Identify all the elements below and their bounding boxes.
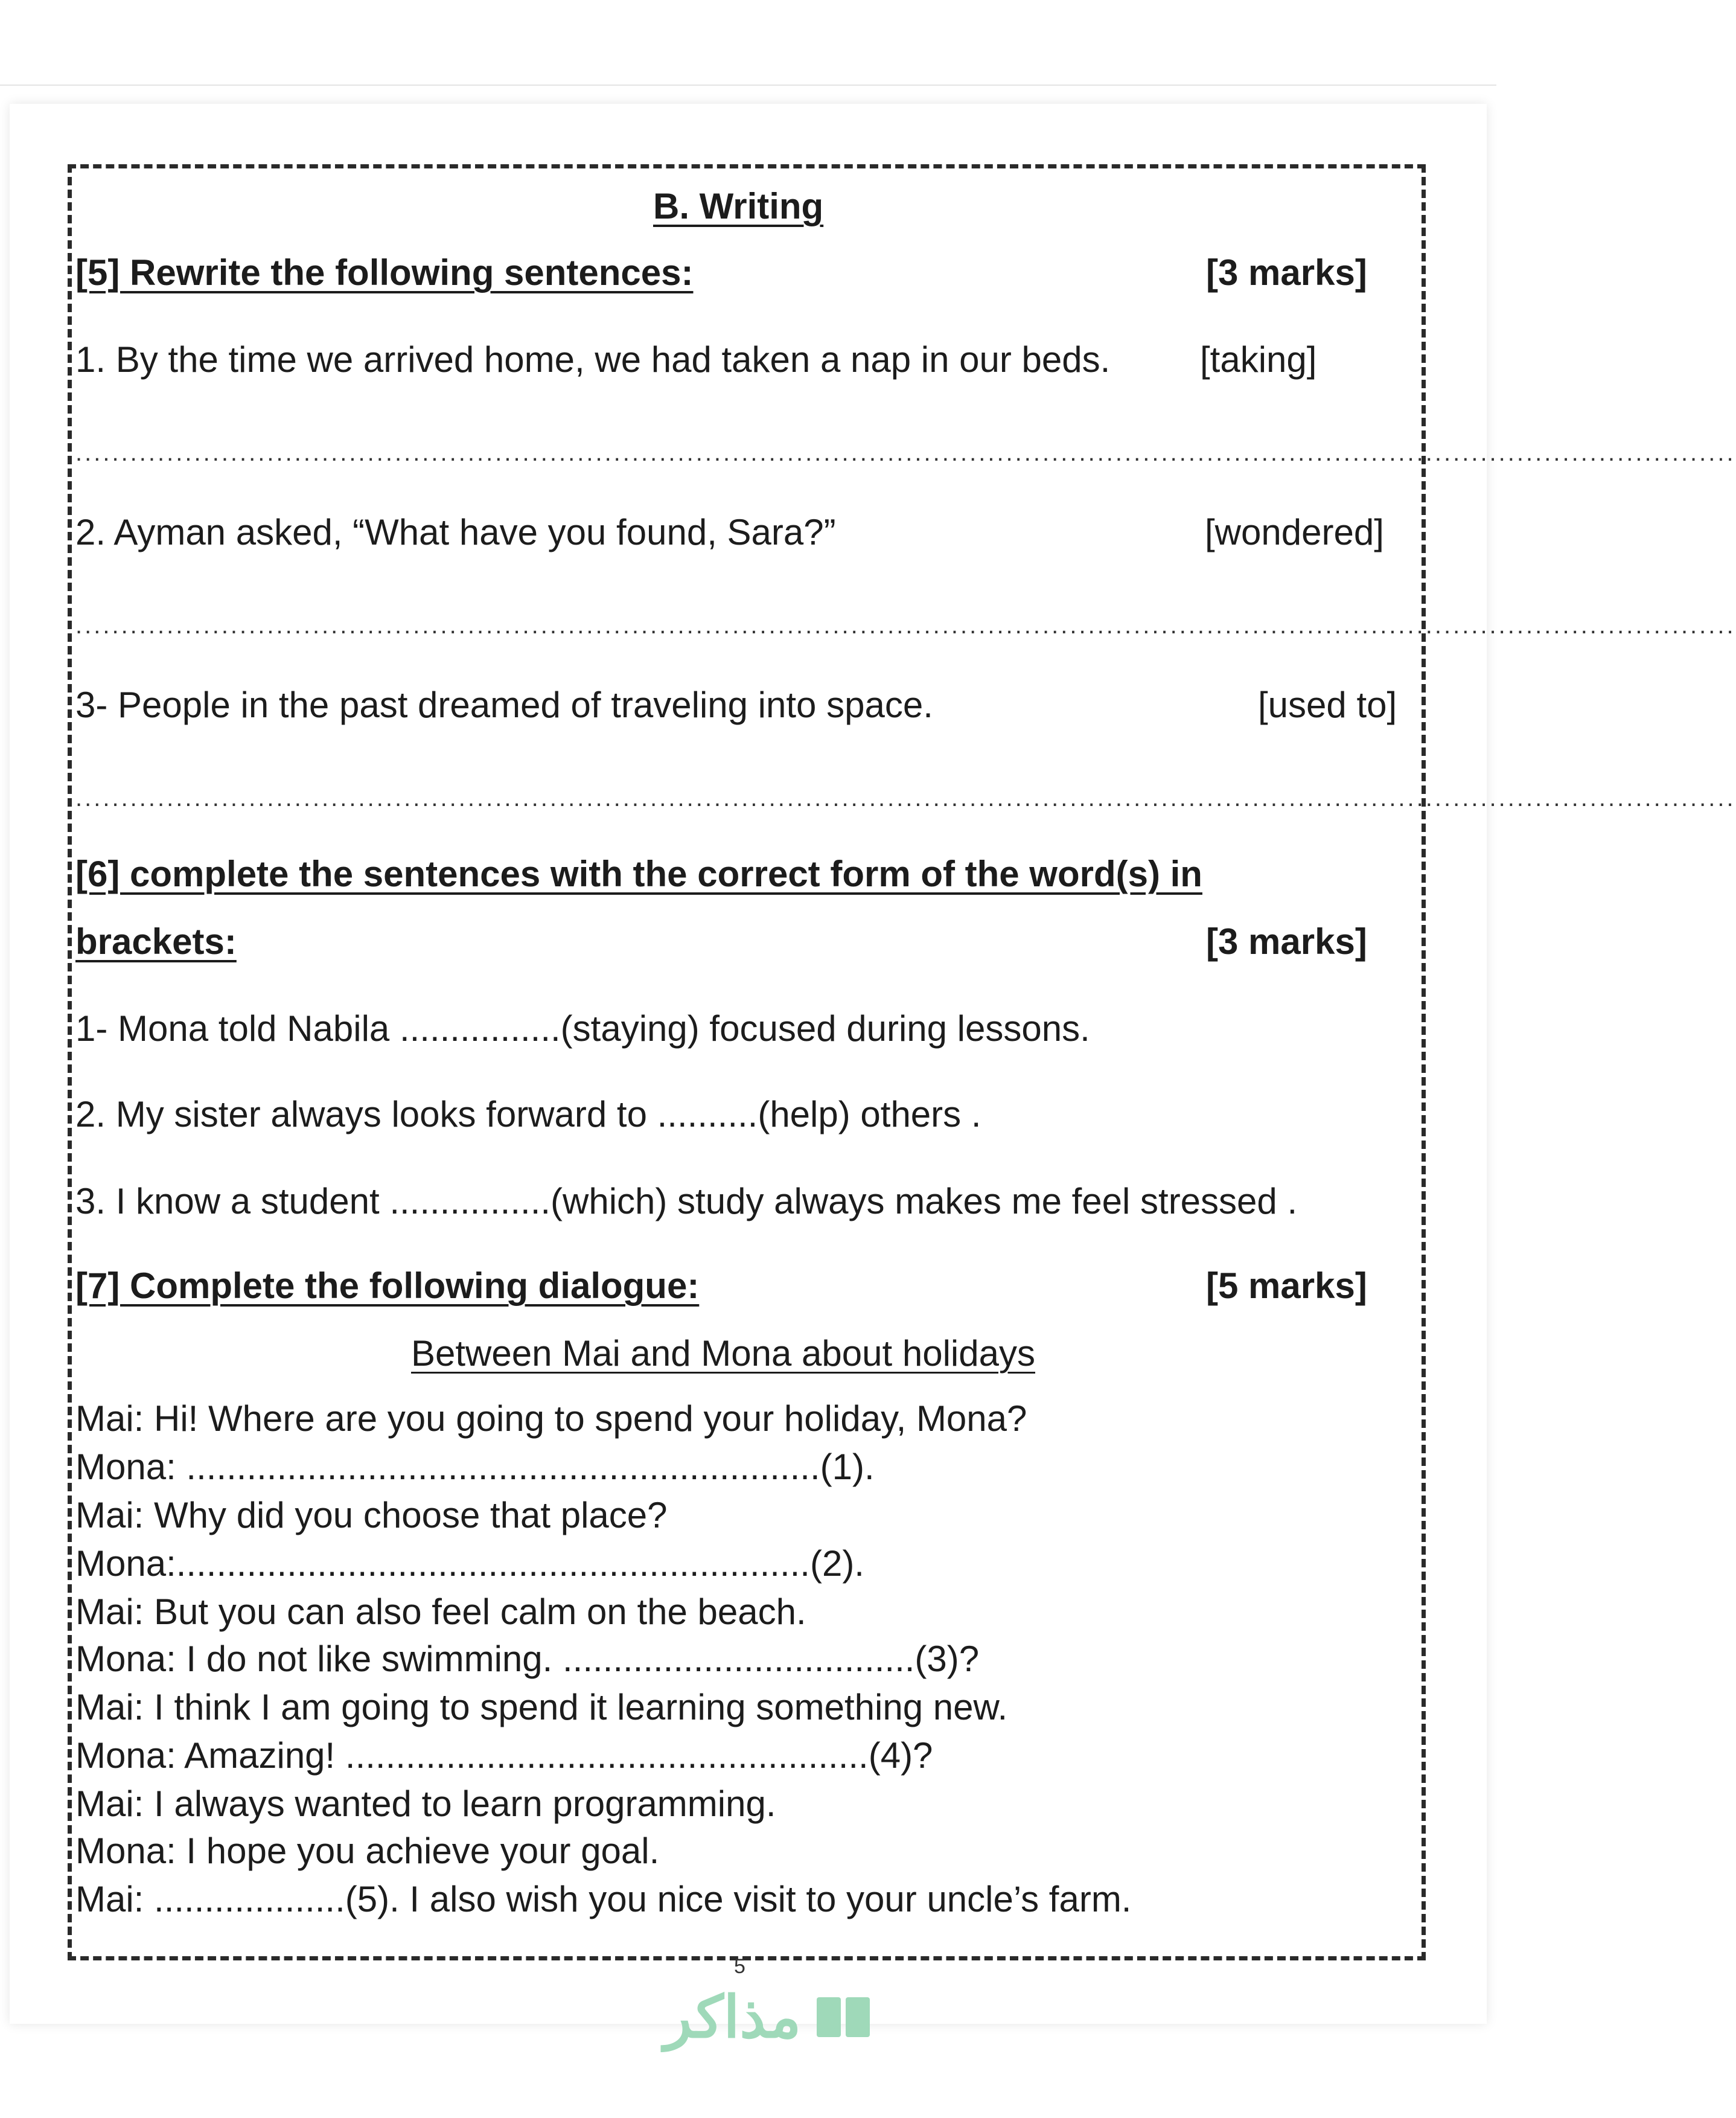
logo-text: مذاكر [664,1985,802,2050]
q5-marks: [3 marks] [1206,252,1367,293]
dialogue-line-5: Mai: But you can also feel calm on the beach. [75,1592,806,1632]
dialogue-line-8: Mona: Amazing! ....................................................(4)? [75,1735,933,1776]
answer-line-2[interactable]: ...................................................................................................................................................................................... [75,612,1736,639]
q7-marks: [5 marks] [1206,1265,1367,1306]
book-icon [817,1997,871,2037]
top-margin [0,0,1496,86]
q6-marks: [3 marks] [1206,921,1367,962]
page-number: 5 [734,1955,745,1978]
logo [664,1983,871,2051]
q7-heading: [7] Complete the following dialogue: [75,1265,700,1306]
dialogue-line-4: Mona:...............................................................(2). [75,1543,864,1584]
dialogue-line-9: Mai: I always wanted to learn programming. [75,1784,776,1824]
dialogue-line-2: Mona: ...............................................................(1). [75,1447,875,1487]
q5-item-3-hint: [used to] [1258,685,1397,725]
dialogue-line-3: Mai: Why did you choose that place? [75,1495,668,1535]
q5-heading: [5] Rewrite the following sentences: [75,252,694,293]
q5-item-2-hint: [wondered] [1205,512,1384,552]
q5-item-3: 3- People in the past dreamed of traveling into space. [75,685,933,725]
dialogue-line-6: Mona: I do not like swimming. ...................................(3)? [75,1639,980,1679]
dialogue-line-7: Mai: I think I am going to spend it learning something new. [75,1687,1008,1727]
q5-item-2: 2. Ayman asked, “What have you found, Sara?” [75,512,836,552]
answer-line-1[interactable]: ...................................................................................................................................................................................... [75,440,1736,466]
q6-item-3: 3. I know a student ................(which) study always makes me feel stressed . [75,1181,1298,1221]
dialogue-line-11: Mai: ...................(5). I also wish you nice visit to your uncle’s farm. [75,1879,1132,1919]
q6-heading-line2: brackets: [75,921,237,962]
q5-item-1-hint: [taking] [1200,339,1317,380]
dialogue-line-1: Mai: Hi! Where are you going to spend your holiday, Mona? [75,1398,1027,1439]
dialogue-subtitle: Between Mai and Mona about holidays [411,1333,1036,1374]
answer-line-3[interactable]: ...................................................................................................................................................................................... [75,785,1736,811]
section-title: B. Writing [653,186,824,226]
q5-item-1: 1. By the time we arrived home, we had taken a nap in our beds. [75,339,1111,380]
dialogue-line-10: Mona: I hope you achieve your goal. [75,1831,660,1871]
q6-item-2: 2. My sister always looks forward to ..........(help) others . [75,1094,981,1134]
q6-heading-line1: [6] complete the sentences with the correct form of the word(s) in [75,854,1202,894]
q6-item-1: 1- Mona told Nabila ................(staying) focused during lessons. [75,1008,1090,1049]
